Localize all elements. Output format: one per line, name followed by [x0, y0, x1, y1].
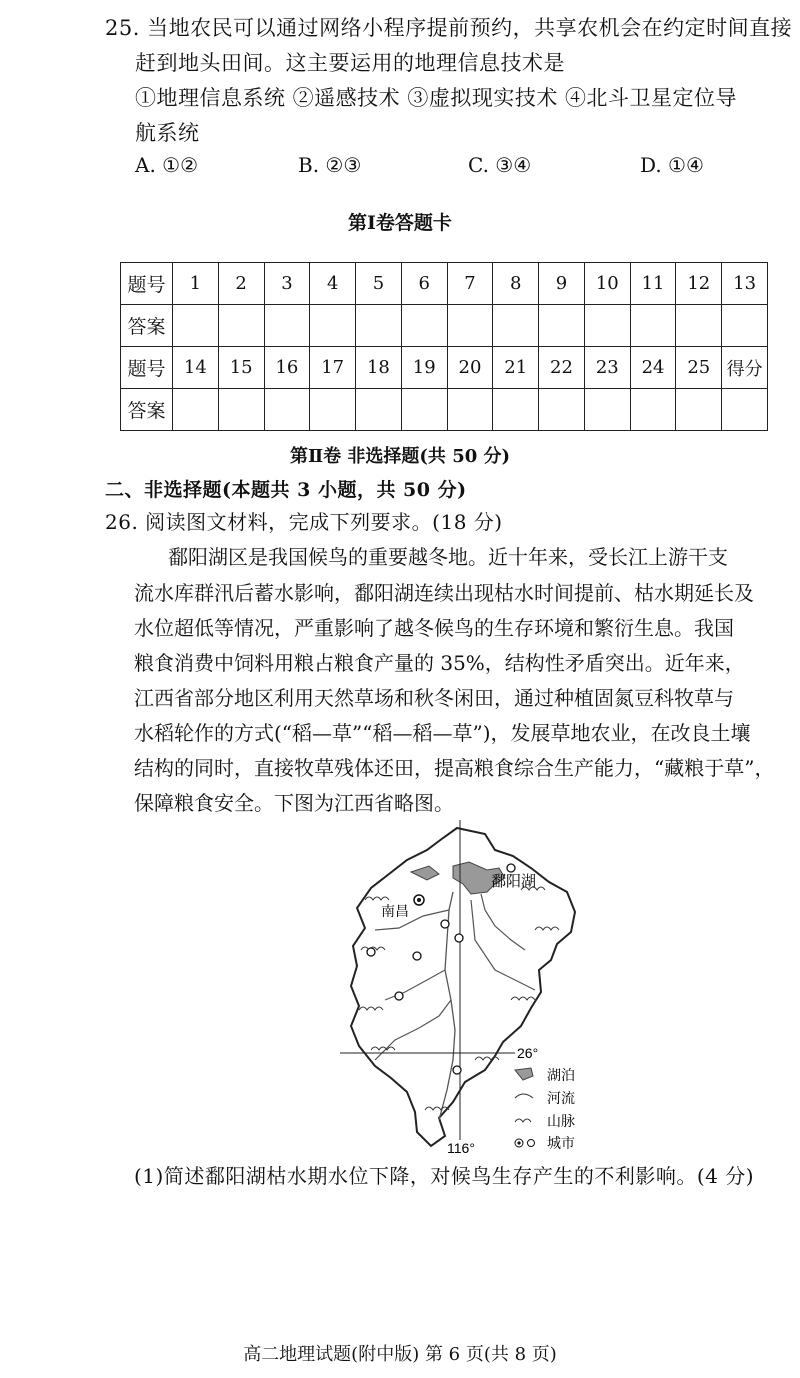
question-number: 19: [401, 347, 447, 389]
answer-card-table: [120, 262, 768, 431]
answer-cell[interactable]: [722, 305, 768, 347]
answer-cell[interactable]: [310, 389, 356, 431]
question-number: 10: [584, 263, 630, 305]
legend-lake-icon: [515, 1068, 533, 1080]
q26-sub1: (1)简述鄱阳湖枯水期水位下降，对候鸟生存产生的不利影响。(4 分): [134, 1164, 755, 1188]
row-header: 题号: [121, 263, 173, 305]
option-d: D. ①④: [640, 153, 704, 177]
row-header: 答案: [121, 389, 173, 431]
question-number: 4: [310, 263, 356, 305]
question-number: 7: [447, 263, 493, 305]
legend-mountain-icon: [515, 1119, 531, 1122]
answer-cell[interactable]: [401, 305, 447, 347]
lake-label: 鄱阳湖: [491, 872, 537, 890]
lake-shape-small: [411, 866, 439, 880]
question-number: 18: [356, 347, 402, 389]
legend-mountain: 山脉: [547, 1114, 575, 1130]
legend-city: 城市: [547, 1136, 575, 1152]
passage-line: 水位超低等情况，严重影响了越冬候鸟的生存环境和繁衍生息。我国: [134, 616, 734, 640]
legend-city-icon: [528, 1140, 535, 1147]
answer-cell[interactable]: [539, 389, 585, 431]
question-number: 11: [630, 263, 676, 305]
row-header: 题号: [121, 347, 173, 389]
passage-line: 保障粮食安全。下图为江西省略图。: [134, 791, 454, 815]
answer-cell[interactable]: [356, 305, 402, 347]
river-line: [375, 1000, 451, 1060]
part2-title: 第Ⅱ卷 非选择题(共 50 分): [289, 446, 511, 467]
question-number: 22: [539, 347, 585, 389]
question-number: 25: [676, 347, 722, 389]
passage-line: 江西省部分地区利用天然草场和秋冬闲田，通过种植固氮豆科牧草与: [134, 686, 734, 710]
question-number: 17: [310, 347, 356, 389]
question-number: 2: [218, 263, 264, 305]
question-number: 16: [264, 347, 310, 389]
question-number: 8: [493, 263, 539, 305]
legend-river: 河流: [547, 1091, 575, 1107]
row-header: 答案: [121, 305, 173, 347]
answer-cell[interactable]: [356, 389, 402, 431]
passage-line: 结构的同时，直接牧草残体还田，提高粮食综合生产能力，“藏粮于草”，: [134, 756, 775, 780]
passage-line: 流水库群汛后蓄水影响，鄱阳湖连续出现枯水时间提前、枯水期延长及: [134, 581, 754, 605]
answer-cell[interactable]: [630, 389, 676, 431]
answer-cell[interactable]: [630, 305, 676, 347]
answer-card-row-answers-1: [121, 305, 768, 347]
river-line: [385, 970, 445, 1000]
q26-heading: 26. 阅读图文材料，完成下列要求。(18 分): [105, 510, 503, 534]
question-number: 24: [630, 347, 676, 389]
answer-cell[interactable]: [584, 305, 630, 347]
river-line: [471, 900, 535, 990]
answer-cell[interactable]: [676, 305, 722, 347]
question-number: 6: [401, 263, 447, 305]
answer-cell[interactable]: [493, 305, 539, 347]
passage-line: 鄱阳湖区是我国候鸟的重要越冬地。近十年来，受长江上游干支: [168, 545, 728, 569]
question-number: 12: [676, 263, 722, 305]
answer-card-title: 第Ⅰ卷答题卡: [348, 212, 452, 234]
question-number: 1: [173, 263, 219, 305]
option-c: C. ③④: [468, 153, 532, 177]
question-number: 21: [493, 347, 539, 389]
question-number: 20: [447, 347, 493, 389]
capital-city-dot: [417, 898, 421, 902]
question-number: 15: [218, 347, 264, 389]
question-number: 3: [264, 263, 310, 305]
question-number: 23: [584, 347, 630, 389]
answer-cell[interactable]: [447, 389, 493, 431]
jiangxi-map: [335, 820, 595, 1155]
answer-card-row-numbers-1: [121, 263, 768, 305]
score-cell[interactable]: [722, 389, 768, 431]
answer-cell[interactable]: [218, 305, 264, 347]
question-number: 14: [173, 347, 219, 389]
q25-stem-line1: 25. 当地农民可以通过网络小程序提前预约，共享农机会在约定时间直接: [105, 16, 793, 40]
section-heading: 二、非选择题(本题共 3 小题，共 50 分): [105, 479, 467, 501]
answer-cell[interactable]: [539, 305, 585, 347]
answer-cell[interactable]: [401, 389, 447, 431]
answer-cell[interactable]: [173, 389, 219, 431]
answer-cell[interactable]: [264, 305, 310, 347]
answer-card-row-answers-2: [121, 389, 768, 431]
legend-river-icon: [515, 1094, 533, 1098]
latitude-label: 26°: [517, 1045, 539, 1061]
q25-choices-line-cont: 航系统: [135, 121, 200, 145]
score-header: 得分: [722, 347, 768, 389]
map-legend: [515, 1068, 575, 1152]
answer-cell[interactable]: [584, 389, 630, 431]
page-footer: 高二地理试题(附中版) 第 6 页(共 8 页): [243, 1344, 557, 1365]
legend-lake: 湖泊: [547, 1068, 575, 1084]
answer-cell[interactable]: [310, 305, 356, 347]
answer-card-row-numbers-2: [121, 347, 768, 389]
answer-cell[interactable]: [264, 389, 310, 431]
city-label-nanchang: 南昌: [381, 904, 409, 920]
question-number: 5: [356, 263, 402, 305]
city-markers: [367, 864, 515, 1074]
option-b: B. ②③: [298, 153, 362, 177]
longitude-label: 116°: [447, 1140, 475, 1155]
river-line: [481, 894, 525, 950]
answer-cell[interactable]: [676, 389, 722, 431]
answer-cell[interactable]: [173, 305, 219, 347]
q25-choices-line: ①地理信息系统 ②遥感技术 ③虚拟现实技术 ④北斗卫星定位导: [135, 86, 738, 110]
question-number: 13: [722, 263, 768, 305]
answer-cell[interactable]: [493, 389, 539, 431]
passage-line: 粮食消费中饲料用粮占粮食产量的 35%，结构性矛盾突出。近年来，: [134, 651, 745, 675]
q25-stem-line2: 赶到地头田间。这主要运用的地理信息技术是: [135, 51, 565, 75]
question-number: 9: [539, 263, 585, 305]
passage-line: 水稻轮作的方式(“稻—草”“稻—稻—草”)，发展草地农业，在改良土壤: [134, 721, 751, 745]
answer-cell[interactable]: [218, 389, 264, 431]
answer-cell[interactable]: [447, 305, 493, 347]
option-a: A. ①②: [135, 153, 199, 177]
